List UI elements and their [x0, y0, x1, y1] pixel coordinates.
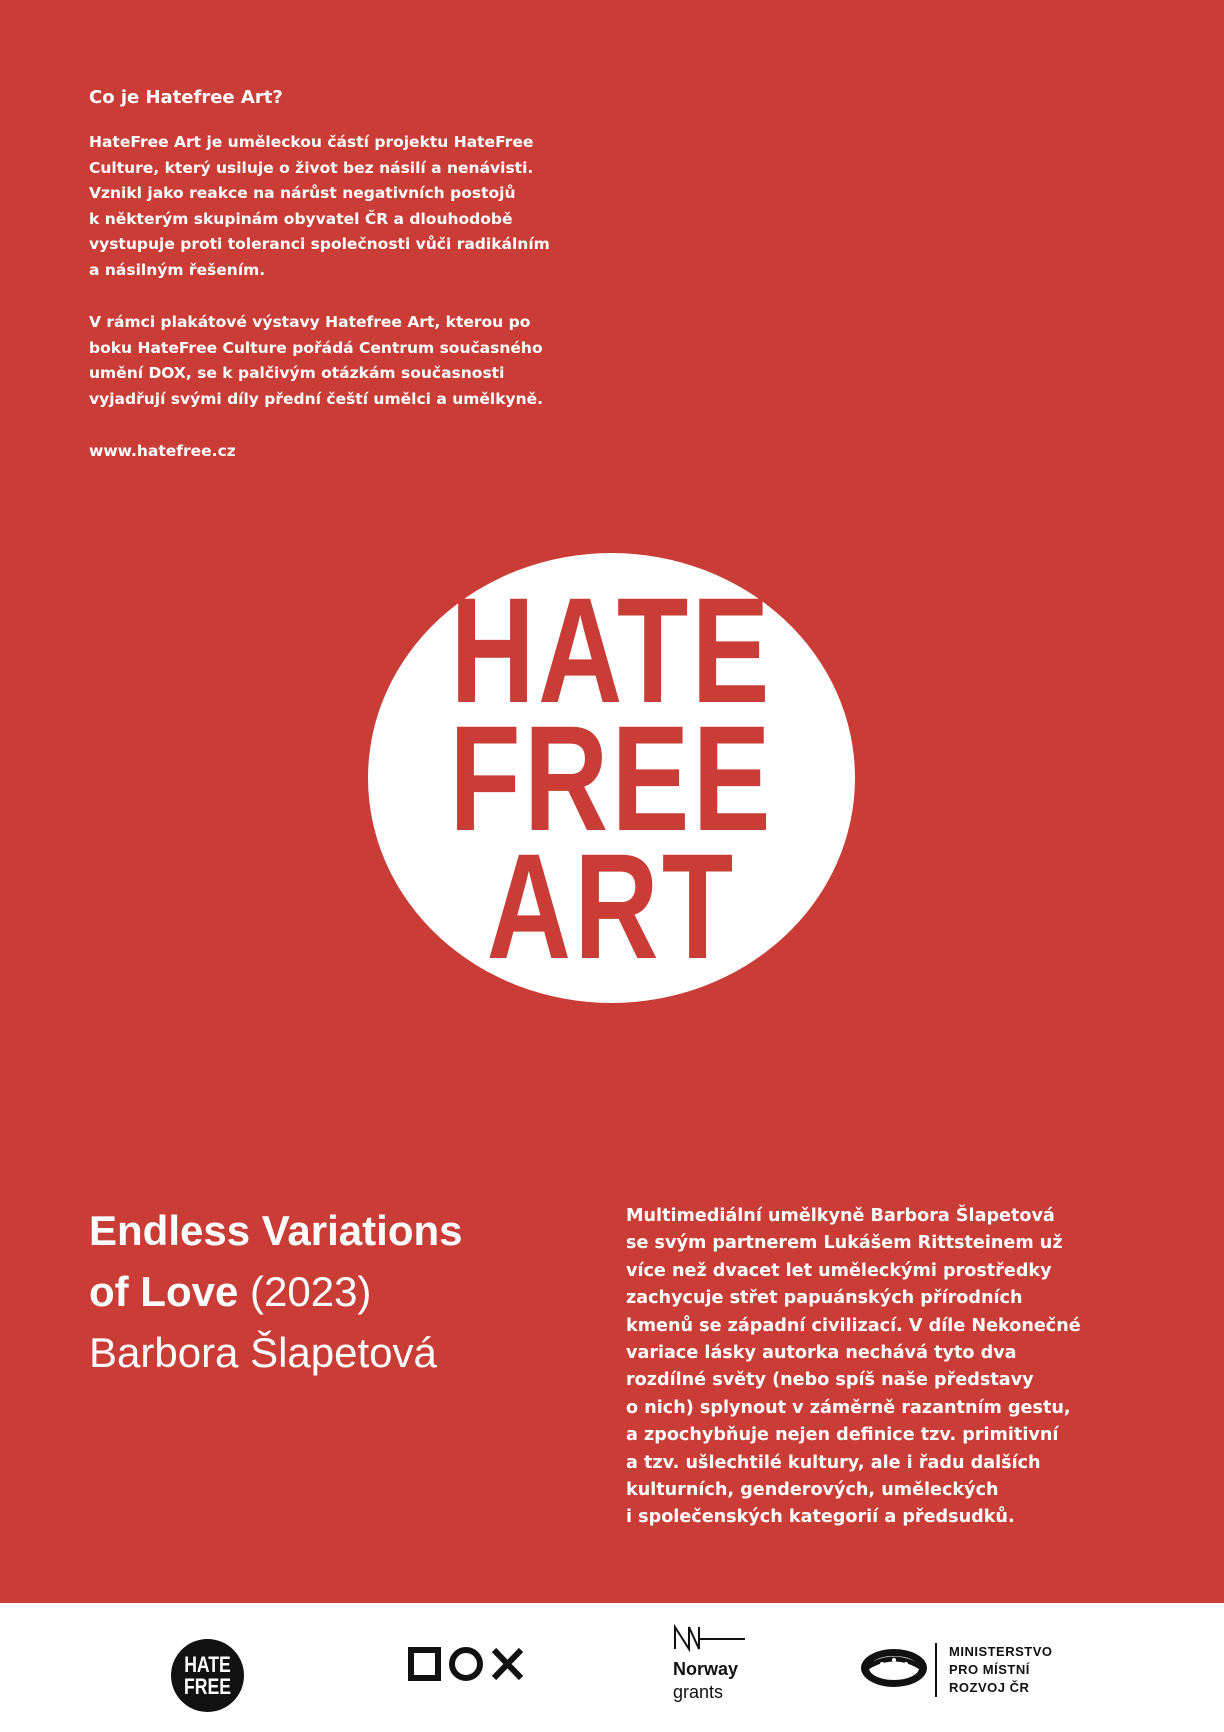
work-title-line-2: of Love — [89, 1268, 239, 1315]
norway-grants-mark-icon — [673, 1619, 753, 1659]
partner-footer — [0, 1603, 1224, 1732]
ministry-name — [949, 1643, 1089, 1697]
intro-block — [89, 86, 629, 464]
hatefree-logo — [171, 1639, 244, 1712]
intro-paragraph-1: HateFree Art je uměleckou částí projektu HateFree Culture, který usiluje o život bez násilí a nenávisti. Vznikl jako reakce na nárůst negativních postojů k některým skupinám obyvatel ČR a dlouhodobě vystupuje proti toleranci společnosti vůči radikálním a násilným řešením. — [89, 133, 550, 279]
hatefree-logo-line-2: FREE — [184, 1674, 231, 1699]
ministry-name-line-1: MINISTERSTVO — [949, 1644, 1053, 1659]
logo-word-art: ART — [486, 822, 737, 990]
intro-heading: Co je Hatefree Art? — [89, 87, 283, 108]
ministry-name-line-3: ROZVOJ ČR — [949, 1680, 1030, 1695]
ministry-divider — [935, 1643, 937, 1697]
logo-word-free: FREE — [449, 694, 774, 862]
dox-logo — [408, 1646, 526, 1682]
work-title — [89, 1200, 629, 1383]
hatefree-logo-line-1: HATE — [184, 1652, 231, 1677]
work-year: (2023) — [250, 1268, 372, 1315]
ministry-emblem-icon — [858, 1646, 930, 1690]
work-artist: Barbora Šlapetová — [89, 1329, 437, 1376]
norway-grants-sub: grants — [673, 1682, 724, 1702]
logo-word-hate: HATE — [450, 566, 773, 734]
work-description: Multimediální umělkyně Barbora Šlapetová se svým partnerem Lukášem Rittsteinem už více než dvacet let uměleckými prostředky zachycuje střet papuánských přírodních kmenů se západní civilizací. V díle Nekonečné variace lásky autorka nechává tyto dva rozdílné světy (nebo spíš naše představy o nich) splynout v záměrně razantním gestu, a zpochybňuje nejen definice tzv. primitivní a tzv. ušlechtilé kultury, ale i řadu dalších kulturních, genderových, uměleckých i společenských kategorií a předsudků. — [626, 1206, 1081, 1528]
ministry-name-line-2: PRO MÍSTNÍ — [949, 1662, 1030, 1677]
intro-paragraph-2: V rámci plakátové výstavy Hatefree Art, kterou po boku HateFree Culture pořádá Centrum současného umění DOX, se k palčivým otázkám současnosti vyjadřují svými díly přední čeští umělci a umělkyně. — [89, 313, 544, 408]
norway-grants-name: Norway — [673, 1659, 739, 1679]
hatefree-art-logo — [368, 553, 855, 1003]
website-link[interactable]: www.hatefree.cz — [89, 442, 236, 460]
work-title-line-1: Endless Variations — [89, 1207, 463, 1254]
